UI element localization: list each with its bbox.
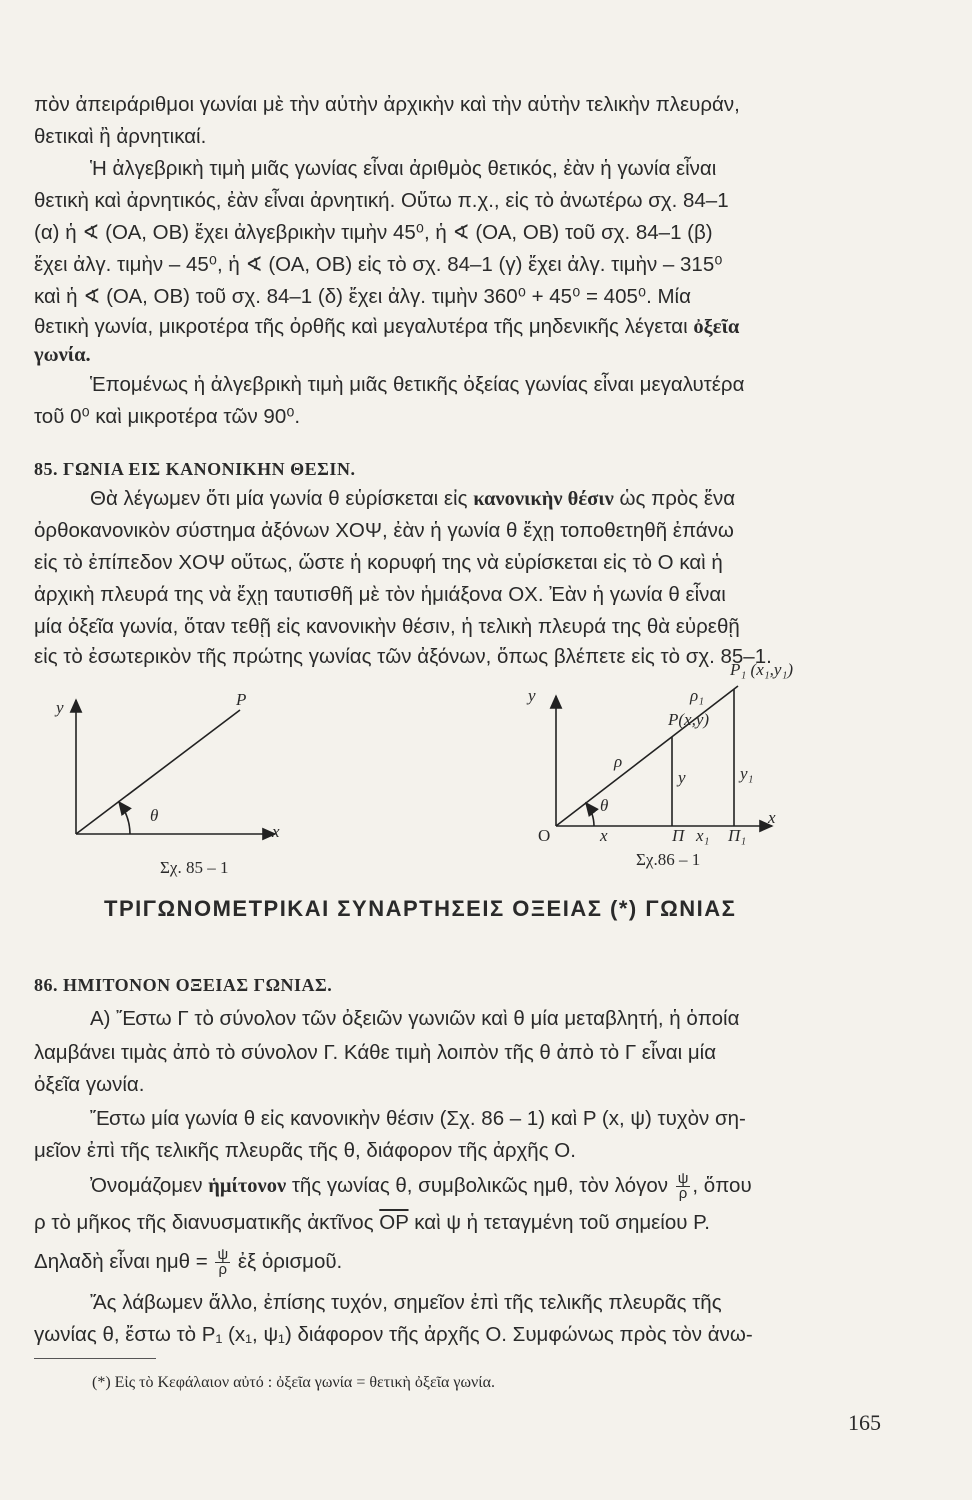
text-line: μεῖον ἐπὶ τῆς τελικῆς πλευρᾶς τῆς θ, διάφορον τῆς ἀρχῆς Ο. [34,1139,576,1162]
footnote-rule [34,1358,156,1359]
figure-85-1 [76,700,275,834]
text-line: τοῦ 0⁰ καὶ μικροτέρα τῶν 90⁰. [34,405,301,428]
fig1-caption: Σχ. 85 – 1 [160,858,229,877]
fig2-theta-label: θ [600,796,609,815]
text-span: θετικὴ γωνία, μικροτέρα τῆς ὀρθῆς καὶ μεγαλυτέρα τῆς μηδενικῆς λέγεται [34,315,688,338]
text-line [34,1210,934,1236]
angle-arc [119,802,130,834]
text-span: ἐξ ὁρισμοῦ. [237,1249,343,1273]
text-line [34,1248,934,1277]
text-line: Α) Ἔστω Γ τὸ σύνολον τῶν ὀξειῶν γωνιῶν καὶ θ μία μεταβλητή, ἡ ὁποία [90,1007,740,1030]
text-span: Ὀνομάζομεν [90,1173,203,1197]
text-line: εἰς τὸ ἐσωτερικὸν τῆς πρώτης γωνίας τῶν ἀξόνων, ὅπως βλέπετε εἰς τὸ σχ. 85–1. [34,645,772,668]
fig1-x-label: x [272,822,280,841]
figure-86-1 [556,686,772,826]
text-line: (α) ἡ ∢ (ΟΑ, ΟΒ) ἔχει ἀλγεβρικὴν τιμὴν 45⁰, ἡ ∢ (ΟΑ, ΟΒ) τοῦ σχ. 84–1 (β) [34,221,713,244]
fig2-origin-label: O [538,826,551,845]
text-line: λαμβάνει τιμὰς ἀπὸ τὸ σύνολον Γ. Κάθε τιμὴ λοιπὸν τῆς θ ἀπὸ τὸ Γ εἶναι μία [34,1041,717,1064]
term-imitonon: ἡμίτονον [208,1174,287,1197]
fig2-p-label: P(x,y) [668,710,710,729]
text-span: , ὅπου [692,1173,752,1197]
fig1-y-label: y [56,698,64,717]
fig1-p-label: P [236,690,247,709]
text-line: πὸν ἀπειράριθμοι γωνίαι μὲ τὴν αὐτὴν ἀρχικὴν καὶ τὴν αὐτὴν τελικὴν πλευράν, [34,93,740,116]
fig2-pi-label: Π [672,826,685,845]
fig2-y1coord-label: y₁ [740,764,754,783]
text-line: Ἑπομένως ἡ ἀλγεβρικὴ τιμὴ μιᾶς θετικῆς ὀξείας γωνίας εἶναι μεγαλυτέρα [90,373,745,396]
footnote: (*) Εἰς τὸ Κεφάλαιον αὐτό : ὀξεῖα γωνία = θετικὴ ὀξεῖα γωνία. [92,1374,495,1391]
chapter-title: ΤΡΙΓΩΝΟΜΕΤΡΙΚΑΙ ΣΥΝΑΡΤΗΣΕΙΣ ΟΞΕΙΑΣ (*) ΓΩΝΙΑΣ [104,896,737,921]
fig2-p1-label: P₁ (x₁,y₁) [730,660,794,679]
text-line [90,1172,972,1201]
term-oxeia: ὀξεῖα [693,316,740,338]
text-span: ρ τὸ μῆκος τῆς διανυσματικῆς ἀκτῖνος [34,1211,374,1234]
fig2-rho1-label: ρ₁ [690,686,705,705]
angle-arc [586,803,594,826]
term-kanoniki-thesi: κανονικὴν θέσιν [473,488,614,510]
fig2-x-label: x [768,808,776,827]
text-line: θετικὴ καὶ ἀρνητικός, ἐὰν εἶναι ἀρνητική. Οὕτω π.χ., εἰς τὸ ἀνωτέρω σχ. 84–1 [34,189,729,212]
section-heading-86: 86. ΗΜΙΤΟΝΟΝ ΟΞΕΙΑΣ ΓΩΝΙΑΣ. [34,975,333,995]
text-line: γωνίας θ, ἔστω τὸ Ρ₁ (x₁, ψ₁) διάφορον τῆς ἀρχῆς Ο. Συμφώνως πρὸς τὸν ἀνω- [34,1323,753,1346]
section-heading-85: 85. ΓΩΝΙΑ ΕΙΣ ΚΑΝΟΝΙΚΗΝ ΘΕΣΙΝ. [34,459,356,479]
text-span: Δηλαδὴ εἶναι ημθ = [34,1249,208,1273]
fig2-ycoord-label: y [678,768,686,787]
text-line: ὀρθοκανονικὸν σύστημα ἀξόνων ΧΟΨ, ἐὰν ἡ γωνία θ ἔχῃ τοποθετηθῆ ἐπάνω [34,519,734,542]
text-line: ὀξεῖα γωνία. [34,1073,145,1096]
text-span: τῆς γωνίας θ, συμβολικῶς ημθ, τὸν λόγον [291,1173,668,1197]
fig2-xcoord-label: x [600,826,608,845]
fig2-rho-label: ρ [614,752,623,771]
fraction-denominator: ρ [218,1261,228,1278]
fraction-numerator: ψ [677,1170,689,1187]
text-span: Θὰ λέγωμεν ὅτι μία γωνία θ εὑρίσκεται εἰς [90,487,468,510]
fig2-pi1-label: Π₁ [728,826,747,845]
text-line: ἀρχικὴ πλευρά της νὰ ἔχῃ ταυτισθῆ μὲ τὸν ἡμιάξονα ΟΧ. Ἐὰν ἡ γωνία θ εἶναι [34,583,726,606]
fraction-psi-rho [215,1248,230,1277]
page-number: 165 [848,1410,881,1435]
text-line: μία ὀξεῖα γωνία, ὅταν τεθῇ εἰς κανονικὴν θέσιν, ἡ τελικὴ πλευρά της θὰ εὑρεθῇ [34,615,740,638]
text-span: ὡς πρὸς ἕνα [619,487,736,510]
fig2-x1-label: x₁ [696,826,710,845]
fraction-denominator: ρ [678,1185,688,1202]
text-line: Ἄς λάβωμεν ἄλλο, ἐπίσης τυχόν, σημεῖον ἐπὶ τῆς τελικῆς πλευρᾶς τῆς [90,1291,722,1314]
text-line: ἔχει ἀλγ. τιμὴν – 45⁰, ἡ ∢ (ΟΑ, ΟΒ) εἰς τὸ σχ. 84–1 (γ) ἔχει ἀλγ. τιμὴν – 315⁰ [34,253,723,276]
text-line: γωνία. [34,344,91,366]
fig1-theta-label: θ [150,806,159,825]
fraction-psi-rho [676,1172,691,1201]
fraction-numerator: ψ [217,1246,229,1263]
vector-op: $\overline{OP}$ [379,1211,409,1234]
fig2-caption: Σχ.86 – 1 [636,850,701,869]
text-line: Ἔστω μία γωνία θ εἰς κανονικὴν θέσιν (Σχ. 86 – 1) καὶ Ρ (x, ψ) τυχὸν ση- [90,1107,746,1130]
text-line: Ἡ ἀλγεβρικὴ τιμὴ μιᾶς γωνίας εἶναι ἀριθμὸς θετικός, ἐὰν ἡ γωνία εἶναι [90,157,717,180]
text-span: καὶ ψ ἡ τεταγμένη τοῦ σημείου Ρ. [414,1211,710,1234]
text-line: καὶ ἡ ∢ (ΟΑ, ΟΒ) τοῦ σχ. 84–1 (δ) ἔχει ἀλγ. τιμὴν 360⁰ + 45⁰ = 405⁰. Μία [34,285,691,308]
terminal-side [556,686,738,826]
fig2-y-label: y [528,686,536,705]
text-line: θετικαὶ ἢ ἀρνητικαί. [34,125,207,148]
text-line: εἰς τὸ ἐπίπεδον ΧΟΨ οὕτως, ὥστε ἡ κορυφή της νὰ εὑρίσκεται εἰς τὸ Ο καὶ ἡ [34,551,723,574]
